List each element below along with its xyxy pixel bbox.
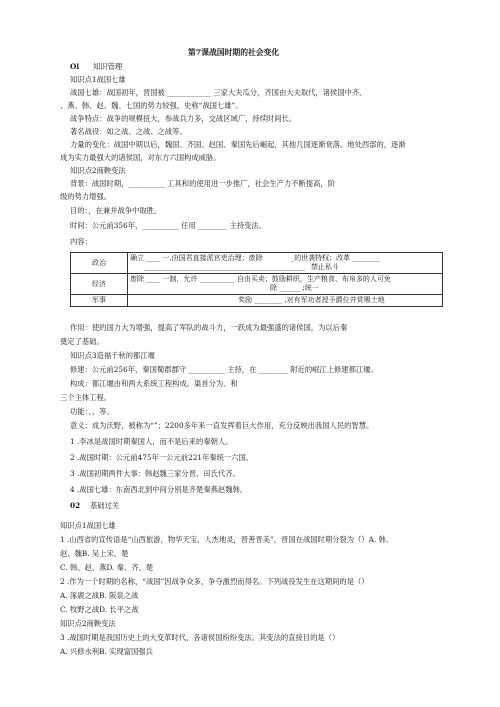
question-line: C. 牧野之战D. 长平之战 [60,605,139,614]
judgement-item: 3 .战国初期两件大事：韩赵魏三家分晋、田氏代齐。 [70,469,240,478]
text-line: 修建：公元前256年，秦国蜀郡郡守 __________ 主持，在 ________ 附近的岷江上修建都江堰。 [70,365,378,374]
judgement-item: 2 .战国时期：公元前475年一公元前221年秦统一六国。 [70,453,254,462]
question-line: 赵、魏B. 吴上宋、楚 [60,549,129,558]
question-line: 3 .战国时期是我国历史上的大变革时代，各诸侯国纷纷变法。其变法的直接目的是（） [60,633,340,642]
knowledge-point-heading: 知识点1战国七雄 [60,521,116,530]
text-line: 著名战役：如之战、之战、之战等。 [70,127,187,136]
text-line: 构成：都江堰由和两大系统工程构成。渠首分为、和 [70,379,238,388]
section-number-2: 02 [70,501,81,510]
table-cell-text: _的世袭特权；改革 ________ [290,254,381,262]
text-line: 目的：，在兼并战争中取胜。 [70,206,162,215]
text-line: 成为实力最强大的诸侯国，对东方六国构成威胁。 [60,153,221,162]
table-cell-text: 禁止私斗 [311,263,339,271]
text-line: 三个主体工程。 [60,393,112,402]
text-line: 时间：公元前356年，__________ 任用 ________ 主持变法。 [70,221,267,230]
table-cell: 奖励 ________ ,对有军功者授予爵位并赏赐土地 [128,295,443,307]
text-line: 功能：、、等。 [70,407,114,416]
judgement-item: 4 .战国七雄：东南西北到中间分别是齐楚秦燕赵魏韩。 [70,485,248,494]
section-title-2: 基础过关 [90,501,120,510]
table-cell-text: 确立 ____ 一,由国君直接派官吏治理；废除 [130,254,263,262]
table-cell-text: ______________________________________________ [144,263,305,271]
table-row [71,274,443,295]
knowledge-point-1-heading: 知识点1战国七雄 [70,75,126,84]
table-row-key: 军事 [71,295,128,307]
text-line: 、燕、韩、赵、魏、七国的势力较强，史称“战国七雄”。 [60,101,243,110]
question-line: C. 韩、赵、燕D. 秦、齐、楚 [60,563,154,572]
table-cell [128,274,443,295]
text-line: 级的势力增强。 [60,192,112,201]
text-line: 内容： [70,237,92,246]
table-cell-text: 废除 ____ 一制，允许 __________ 自由买卖；鼓励耕织，生产粮食、布帛多的人可免 [130,275,391,283]
table-cell-text: 除 ______ ;统一 [270,284,319,292]
section-title-1: 知识管理 [93,62,123,71]
question-line: A. 兴修水利B. 实现富国强兵 [60,647,153,656]
page-title: 第7课战国时期的社会变化 [188,48,280,57]
knowledge-point-3-heading: 知识点3造福千秋的都江堰 [70,351,155,360]
text-line: 作用：使的国力大为增强，提高了军队的战斗力，一跃成为最强盛的诸侯国，为以后秦 [70,323,348,332]
text-line: 背景：战国时期，__________ 工具和的使用进一步推广，社会生产力不断提高，阶 [70,179,336,188]
reform-content-table [70,252,443,307]
text-line: 力量的变化：战国中期以后，魏国、齐国、赵国、秦国先后崛起，其他几国逐渐衰落。地处西部的，逐渐 [70,140,406,149]
text-line: 战国七雄：战国初年，晋国被 ____________ 三家大夫瓜分，齐国由大夫取代，诸侯国中齐、 [70,88,367,97]
table-row [71,253,443,274]
question-line: A. 涿鹿之战B. 阪泉之战 [60,591,139,600]
question-line: 2 .作为一个时期的名称，“战国”因战争众多、争夺激烈而得名。下列战役发生在这期间的是（） [60,577,369,586]
judgement-item: 1 .李冰是战国时期秦国人，而不是后来的秦朝人。 [70,437,233,446]
table-cell [128,253,443,274]
question-line: 1 .山西省的宣传语是“山西旅游，物华天宝，人杰地灵，晋善晋美”，晋国在战国时期分裂为（）A. 韩、 [60,535,394,544]
table-row-key: 经济 [71,274,128,295]
table-row-key: 政治 [71,253,128,274]
text-line: 战争特点：战争的规模扭大，参战兵力多，交战区域广，持续时间长。 [70,114,297,123]
table-row [71,295,443,307]
section-number-1: Ol [70,62,80,71]
knowledge-point-heading: 知识点2商鞅变法 [60,619,116,628]
text-line: 意义：成为沃野，被称为“”；2200多年来一直发挥着巨大作用，充分反映出我国人民的智慧。 [70,421,374,430]
text-line: 奠定了基础。 [60,337,104,346]
knowledge-point-2-heading: 知识点2商鞅变法 [70,166,126,175]
